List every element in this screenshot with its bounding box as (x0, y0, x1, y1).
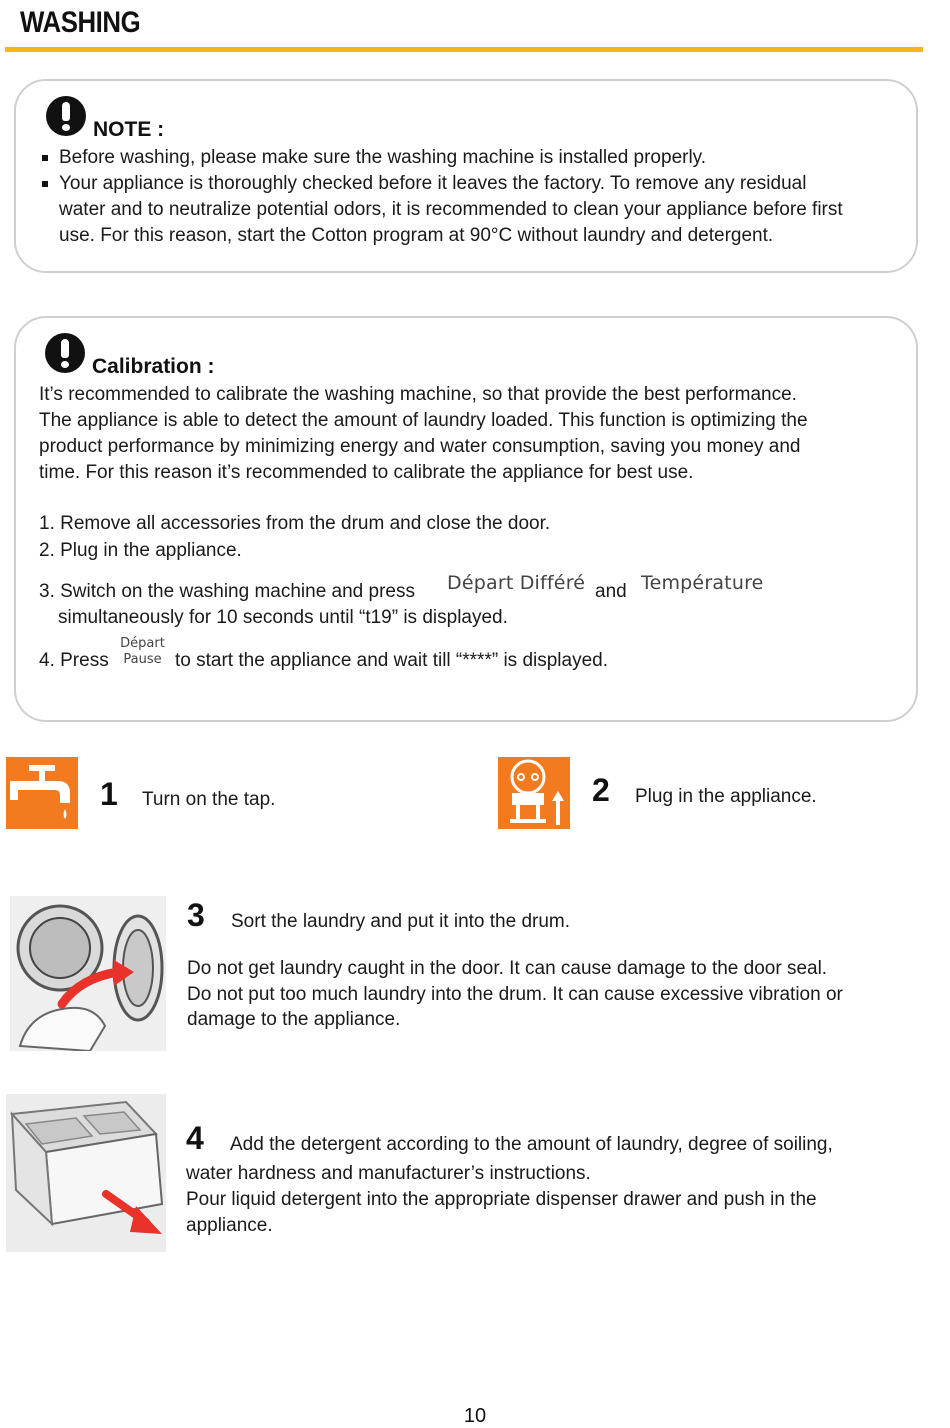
calibration-step-3-and: and (595, 581, 627, 602)
page-number: 10 (463, 1405, 487, 1427)
detergent-drawer-illustration (6, 1094, 166, 1252)
calibration-paragraph-line: time. For this reason it’s recommended to calibrate the appliance for best use. (39, 462, 694, 483)
calibration-step-1: 1. Remove all accessories from the drum and close the door. (39, 513, 551, 534)
calibration-paragraph-line: It’s recommended to calibrate the washing machine, so that provide the best performance. (39, 384, 797, 405)
note-bullet-2-cont: water and to neutralize potential odors, it is recommended to clean your appliance before first (59, 199, 843, 220)
header-divider (5, 47, 923, 52)
step-2-text: Plug in the appliance. (635, 786, 817, 807)
exclamation-icon (46, 96, 86, 136)
tap-icon (6, 757, 78, 829)
calibration-paragraph-line: The appliance is able to detect the amount of laundry loaded. This function is optimizing the (39, 410, 808, 431)
note-bullet-2-cont: use. For this reason, start the Cotton program at 90°C without laundry and detergent. (59, 225, 774, 246)
step-4-line: water hardness and manufacturer’s instructions. (186, 1163, 591, 1184)
step-number: 2 (592, 772, 610, 808)
step-4-line: Pour liquid detergent into the appropriate dispenser drawer and push in the (186, 1189, 817, 1210)
step-number: 4 (186, 1120, 204, 1156)
calibration-step-3-cont: simultaneously for 10 seconds until “t19” is displayed. (58, 607, 508, 628)
page-title: WASHING (20, 6, 141, 39)
note-bullet-2: Your appliance is thoroughly checked before it leaves the factory. To remove any residual (59, 173, 807, 194)
step-3-line: Do not get laundry caught in the door. It can cause damage to the door seal. (187, 958, 828, 979)
bullet-icon (42, 155, 48, 161)
step-3-line: Do not put too much laundry into the drum. It can cause excessive vibration or (187, 984, 843, 1005)
step-3-heading: Sort the laundry and put it into the drum. (231, 911, 571, 932)
step-number: 3 (187, 897, 205, 933)
exclamation-icon (45, 333, 85, 373)
calibration-step-3: 3. Switch on the washing machine and press (39, 581, 415, 602)
drum-loading-illustration (10, 896, 166, 1051)
step-4-line: appliance. (186, 1215, 273, 1236)
calibration-step-2: 2. Plug in the appliance. (39, 540, 242, 561)
delay-start-button-label: Départ Différé (447, 572, 586, 594)
start-pause-button-label (115, 636, 170, 668)
note-title: NOTE : (93, 118, 165, 141)
step-4-line: Add the detergent according to the amount of laundry, degree of soiling, (230, 1134, 833, 1155)
calibration-step-4-cont: to start the appliance and wait till “****” is displayed. (175, 650, 609, 671)
step-number: 1 (100, 776, 118, 812)
plug-icon (498, 757, 570, 829)
pause-label: Pause (123, 652, 162, 667)
calibration-step-4: 4. Press (39, 650, 109, 671)
temperature-button-label: Température (641, 572, 764, 594)
calibration-title: Calibration : (92, 355, 215, 378)
step-1-text: Turn on the tap. (142, 789, 276, 810)
bullet-icon (42, 181, 48, 187)
step-3-line: damage to the appliance. (187, 1009, 401, 1030)
calibration-paragraph-line: product performance by minimizing energy and water consumption, saving you money and (39, 436, 801, 457)
note-bullet-1: Before washing, please make sure the washing machine is installed properly. (59, 147, 707, 168)
start-label: Départ (120, 636, 165, 651)
